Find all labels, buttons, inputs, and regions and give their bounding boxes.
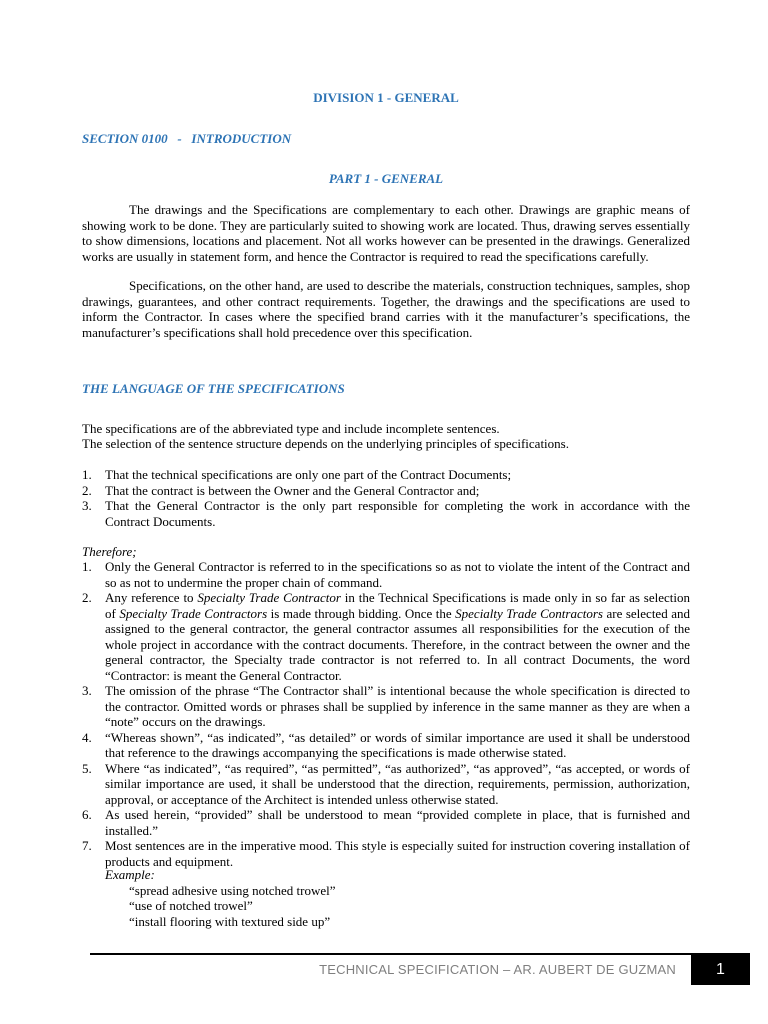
principles-list — [82, 467, 690, 529]
footer-divider — [90, 953, 750, 955]
list-item: 2. Any reference to Specialty Trade Contractor in the Technical Specifications is made only in so far as selection of Specialty Trade Contractors is made through bidding. Once the Specialty Trade Contractors are selected and assigned to the general contractor, the general contractor assumes all responsibilities for the execution of the whole project in accordance with the contract documents. Therefore, in the contract between the owner and the general contractor, the Specialty trade contractor is not referred to. In all contract Documents, the word “Contractor: is meant the General Contractor. — [82, 590, 690, 683]
list-item: 1. Only the General Contractor is referred to in the specifications so as not to violate the intent of the Contract and so as not to undermine the proper chain of command. — [82, 559, 690, 590]
part-title: PART 1 - GENERAL — [328, 171, 444, 186]
rules-list — [82, 559, 690, 869]
list-item: 3. The omission of the phrase “The Contractor shall” is intentional because the whole specification is directed to the contractor. Omitted words or phrases shall be supplied by inference in the same manner as they are when a “note” occurs on the drawings. — [82, 683, 690, 729]
list-item: 7. Most sentences are in the imperative mood. This style is especially suited for instruction covering installation of products and equipment. — [82, 838, 690, 869]
language-line-1: The specifications are of the abbreviated type and include incomplete sentences. — [82, 421, 500, 436]
example-line: “install flooring with textured side up” — [129, 913, 331, 929]
examples-block — [82, 867, 690, 929]
example-line: “spread adhesive using notched trowel” — [129, 882, 336, 898]
list-item: 2. That the contract is between the Owner and the General Contractor and; — [82, 482, 480, 498]
intro-paragraph-1: The drawings and the Specifications are complementary to each other. Drawings are graphic means of showing work to be done. They are particularly suited to showing work are located. Thus, drawing serves essentially to show dimensions, locations and placement. Not all works however can be presented in the drawings. Generalized works are usually in statement form, and hence the Contractor is required to read the specifications carefully. — [82, 202, 690, 264]
footer-text: TECHNICAL SPECIFICATION – AR. AUBERT DE GUZMAN — [319, 962, 676, 977]
language-heading: THE LANGUAGE OF THE SPECIFICATIONS — [82, 381, 345, 396]
division-title: DIVISION 1 - GENERAL — [313, 90, 459, 105]
intro-paragraph-2: Specifications, on the other hand, are used to describe the materials, construction techniques, samples, shop drawings, guarantees, and other contract requirements. Together, the drawings and the specifications are used to inform the Contractor. In cases where the specified brand carries with it the manufacturer’s specifications, the manufacturer’s specifications shall hold precedence over this specification. — [82, 278, 690, 340]
example-label: Example: — [105, 867, 155, 882]
list-item: 4. “Whereas shown”, “as indicated”, “as detailed” or words of similar importance are used it shall be understood that reference to the drawings accompanying the specifications is made otherwise stated. — [82, 729, 690, 760]
list-item: 3. That the General Contractor is the only part responsible for completing the work in accordance with the Contract Documents. — [82, 498, 690, 529]
list-item: 1. That the technical specifications are only one part of the Contract Documents; — [82, 467, 512, 482]
list-item: 6. As used herein, “provided” shall be understood to mean “provided complete in place, that is furnished and installed.” — [82, 807, 690, 838]
therefore-label: Therefore; — [82, 544, 137, 559]
section-title: SECTION 0100 - INTRODUCTION — [82, 131, 292, 146]
list-item: 5. Where “as indicated”, “as required”, “as permitted”, “as authorized”, “as approved”, “as accepted, or words of similar importance are used, it shall be understood that the direction, requirements, permission, authorization, approval, or acceptance of the Architect is intended unless otherwise stated. — [82, 760, 690, 807]
example-line: “use of notched trowel” — [129, 898, 253, 913]
page-number: 1 — [691, 955, 750, 985]
language-line-2: The selection of the sentence structure depends on the underlying principles of specifications. — [82, 436, 569, 451]
